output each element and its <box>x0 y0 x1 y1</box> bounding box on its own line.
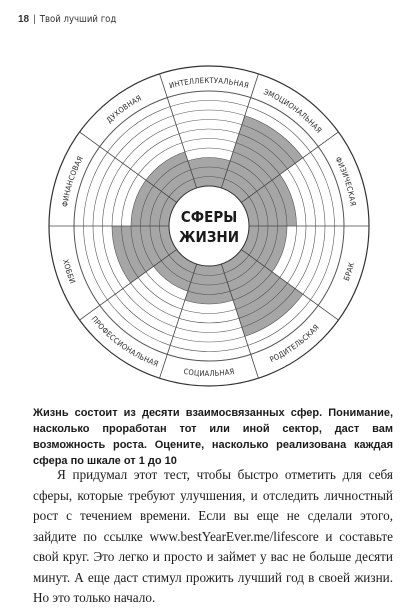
sector-label: РОДИТЕЛЬСКАЯ <box>268 322 321 365</box>
sector-label: ХОББИ <box>60 258 78 286</box>
lifescore-link[interactable]: www.bestYearEver.me/lifescore <box>149 528 319 544</box>
running-title: Твой лучший год <box>39 14 117 25</box>
center-circle <box>169 186 249 266</box>
sector-label: ДУХОВНАЯ <box>104 93 144 125</box>
center-title-line2: ЖИЗНИ <box>179 228 239 246</box>
paragraph-text-start: Я придумал этот тест, чтобы быстро отметить для себя сферы, которые требуют улучшения, и отследить личностный рост с течением времени. Если вы еще не сделали этого, зайдите по ссылке <box>33 467 393 544</box>
sector-label: ФИНАНСОВАЯ <box>60 154 86 208</box>
sector-label: СОЦИАЛЬНАЯ <box>182 366 236 379</box>
figure-caption: Жизнь состоит из десяти взаимосвязанных сфер. Понимание, насколько проработан тот или иной сектор, даст вам возможность роста. Оцените, насколько реализована каждая сфера по шкале от 1 до 10 <box>33 407 393 467</box>
center-title-line1: СФЕРЫ <box>180 208 238 226</box>
sector-label: ИНТЕЛЛЕКТУАЛЬНАЯ <box>168 75 250 91</box>
sector-label: ПРОФЕССИОНАЛЬНАЯ <box>89 314 160 369</box>
wheel-center <box>169 186 249 266</box>
header-separator: | <box>33 14 36 25</box>
page-number: 18 <box>18 14 30 25</box>
sector-label: ФИЗИЧЕСКАЯ <box>333 155 358 207</box>
body-paragraph <box>33 465 393 609</box>
sector-label: БРАК <box>341 261 357 283</box>
paragraph-text-end: и составьте свой круг. Это легко и просто и займет у вас не больше десяти минут. А еще даст стимул прожить лучший год в своей жизни. Но это только начало. <box>33 528 393 605</box>
sector-label: ЭМОЦИОНАЛЬНАЯ <box>262 87 324 135</box>
